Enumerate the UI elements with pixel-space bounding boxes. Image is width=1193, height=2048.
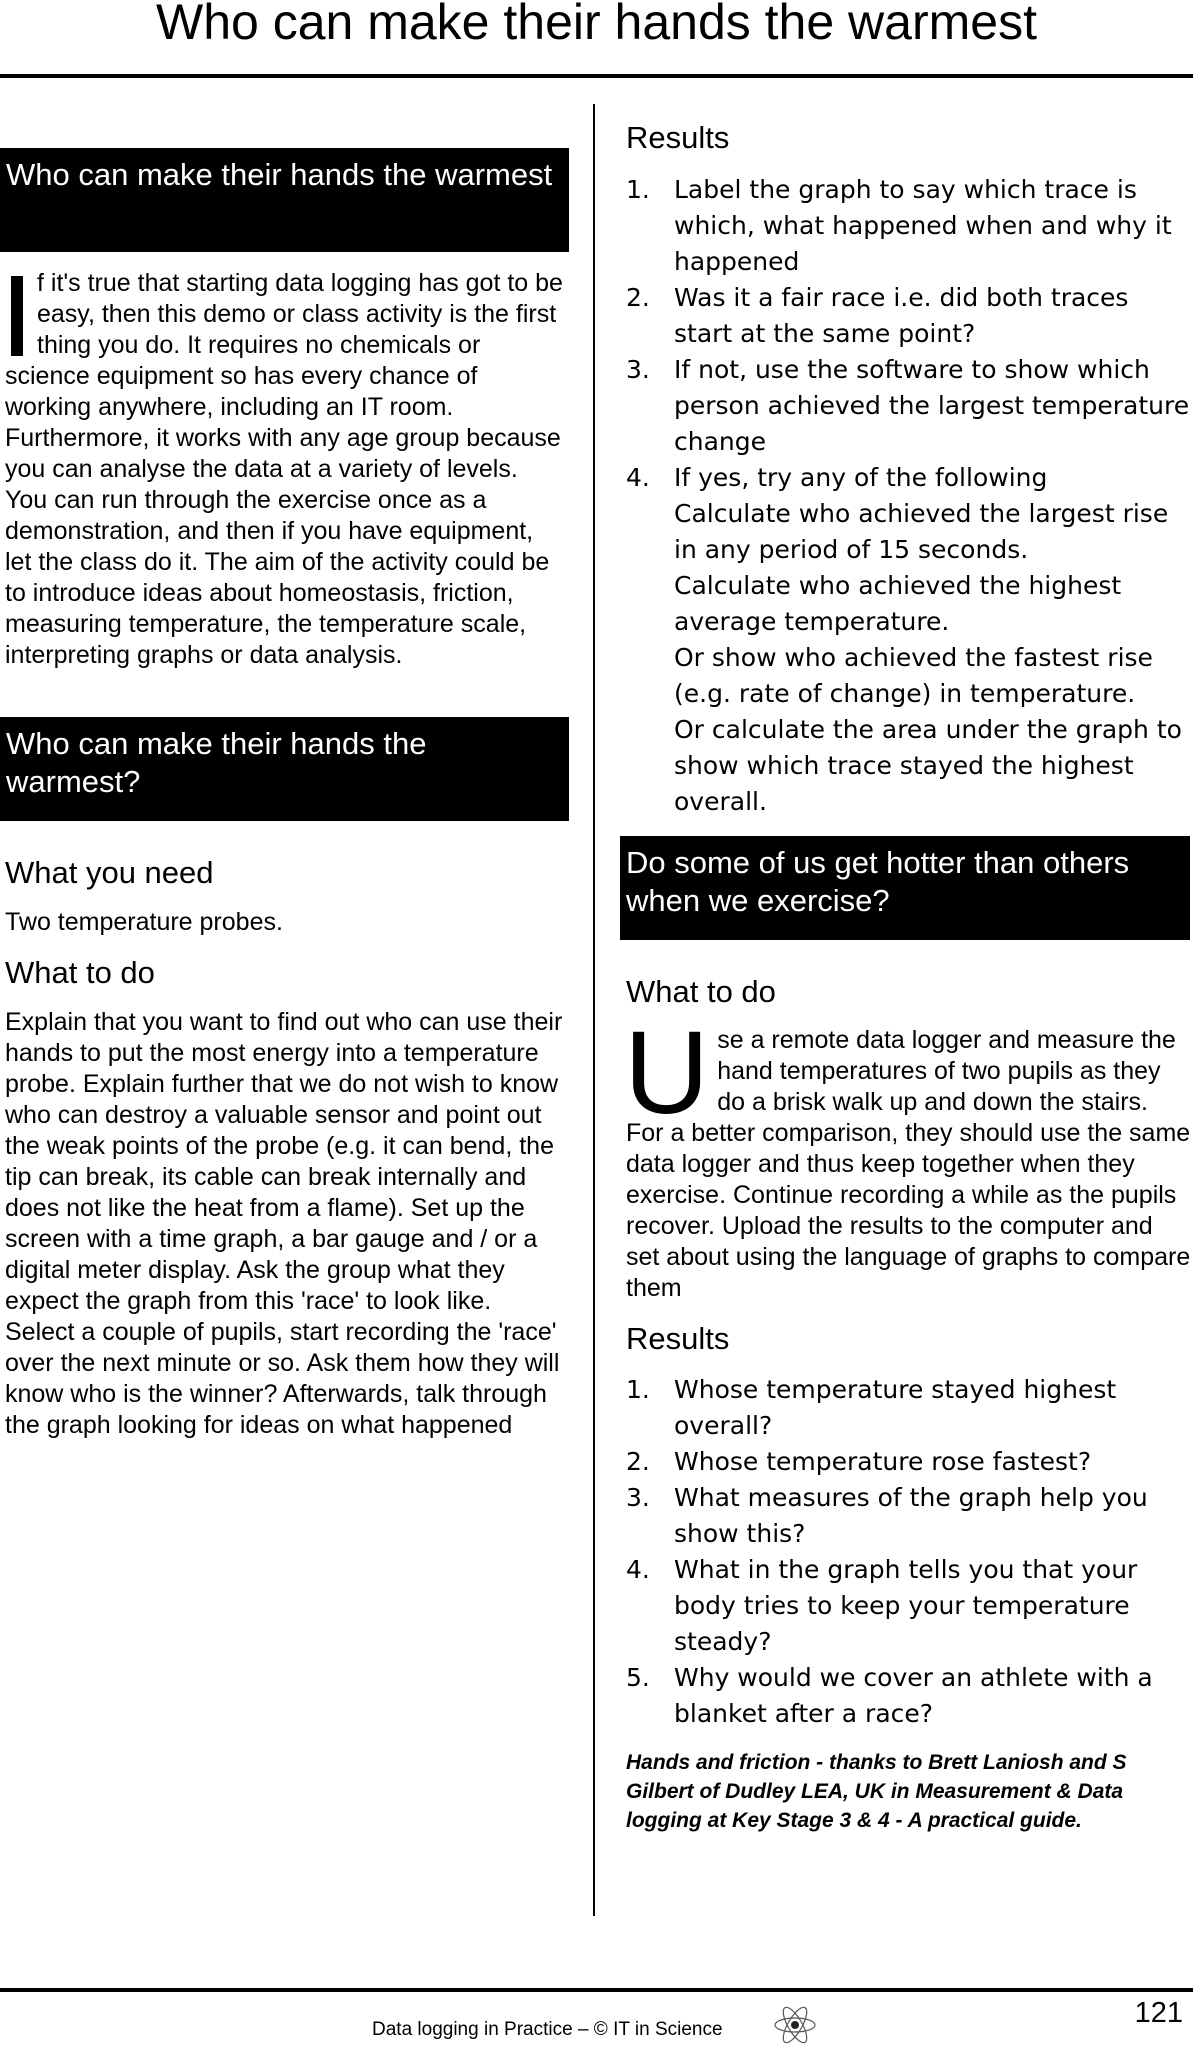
intro-paragraph xyxy=(5,268,565,671)
dropcap-i xyxy=(11,276,23,356)
exercise-paragraph xyxy=(624,1007,1192,1304)
credit-note: Hands and friction - thanks to Brett Laniosh and S Gilbert of Dudley LEA, UK in Measurement & Data logging at Key Stage 3 & 4 - A practical guide. xyxy=(626,1751,1127,1832)
list-item: 1. Whose temperature stayed highest overall? xyxy=(626,1375,1117,1440)
results-heading-2: Results xyxy=(626,1321,730,1356)
list-item: 3. What measures of the graph help you show this? xyxy=(626,1483,1148,1548)
list-item: 1. Label the graph to say which trace is which, what happened when and why it happened xyxy=(626,175,1172,276)
todo-text-1: Explain that you want to find out who can use their hands to put the most energy into a temperature probe. Explain further that we do not wish to know who can destroy a valuable sensor and point out the weak points of the probe (e.g. it can bend, the tip can break, its cable can break internally and does not like the heat from a flame). Set up the screen with a time graph, a bar gauge and / or a digital meter display. Ask the group what they expect the graph from this 'race' to look like. xyxy=(5,1008,563,1315)
list-item: 4. If yes, try any of the following Calculate who achieved the largest rise in any period of 15 seconds. Calculate who achieved the highest average temperature. Or show who achieved the fastest rise (e.g. rate of change) in temperature. Or calculate the area under the graph to show which trace stayed the highest overall. xyxy=(626,463,1182,816)
footer-text: Data logging in Practice – © IT in Science xyxy=(372,2019,723,2040)
page-number: 121 xyxy=(1134,1997,1183,2029)
results-heading-1: Results xyxy=(626,120,730,155)
list-item: 3. If not, use the software to show which person achieved the largest temperature change xyxy=(626,355,1190,456)
list-item: 2. Was it a fair race i.e. did both traces start at the same point? xyxy=(626,283,1129,348)
todo-heading: What to do xyxy=(5,955,155,990)
column-divider xyxy=(593,104,595,1916)
exercise-banner: Do some of us get hotter than others when we exercise? xyxy=(620,836,1190,940)
list-item: 2. Whose temperature rose fastest? xyxy=(626,1447,1092,1476)
need-heading: What you need xyxy=(5,855,214,890)
results-list-2 xyxy=(626,1372,1192,1732)
todo-text-2: Select a couple of pupils, start recording the 'race' over the next minute or so. Ask them how they will know who is the winner? Afterwards, talk through the graph looking for ideas on what happened xyxy=(5,1318,560,1439)
page-title: Who can make their hands the warmest xyxy=(156,0,1037,50)
need-text: Two temperature probes. xyxy=(5,908,283,936)
results-list-1 xyxy=(626,172,1192,820)
exercise-text: se a remote data logger and measure the hand temperatures of two pupils as they do a brisk walk up and down the stairs. For a better comparison, they should use the same data logger and thus keep together when they exercise. Continue recording a while as the pupils recover. Upload the results to the computer and set about using the language of graphs to compare them xyxy=(626,1026,1191,1302)
dropcap-u: U xyxy=(624,1007,710,1139)
bottom-rule xyxy=(0,1988,1193,1992)
atom-logo-icon xyxy=(772,2003,818,2047)
todo-paragraph xyxy=(5,1007,570,1441)
activity-banner: Who can make their hands the warmest? xyxy=(0,717,569,821)
top-rule xyxy=(0,74,1193,78)
intro-text: f it's true that starting data logging has got to be easy, then this demo or class activity is the first thing you do. It requires no chemicals or science equipment so has every chance of working anywhere, including an IT room. Furthermore, it works with any age group because you can analyse the data at a variety of levels. You can run through the exercise once as a demonstration, and then if you have equipment, let the class do it. The aim of the activity could be to introduce ideas about homeostasis, friction, measuring temperature, the temperature scale, interpreting graphs or data analysis. xyxy=(5,269,563,669)
list-item: 5. Why would we cover an athlete with a blanket after a race? xyxy=(626,1663,1153,1728)
intro-banner: Who can make their hands the warmest xyxy=(0,148,569,252)
list-item: 4. What in the graph tells you that your body tries to keep your temperature steady? xyxy=(626,1555,1138,1656)
todo-heading-2: What to do xyxy=(626,974,776,1009)
